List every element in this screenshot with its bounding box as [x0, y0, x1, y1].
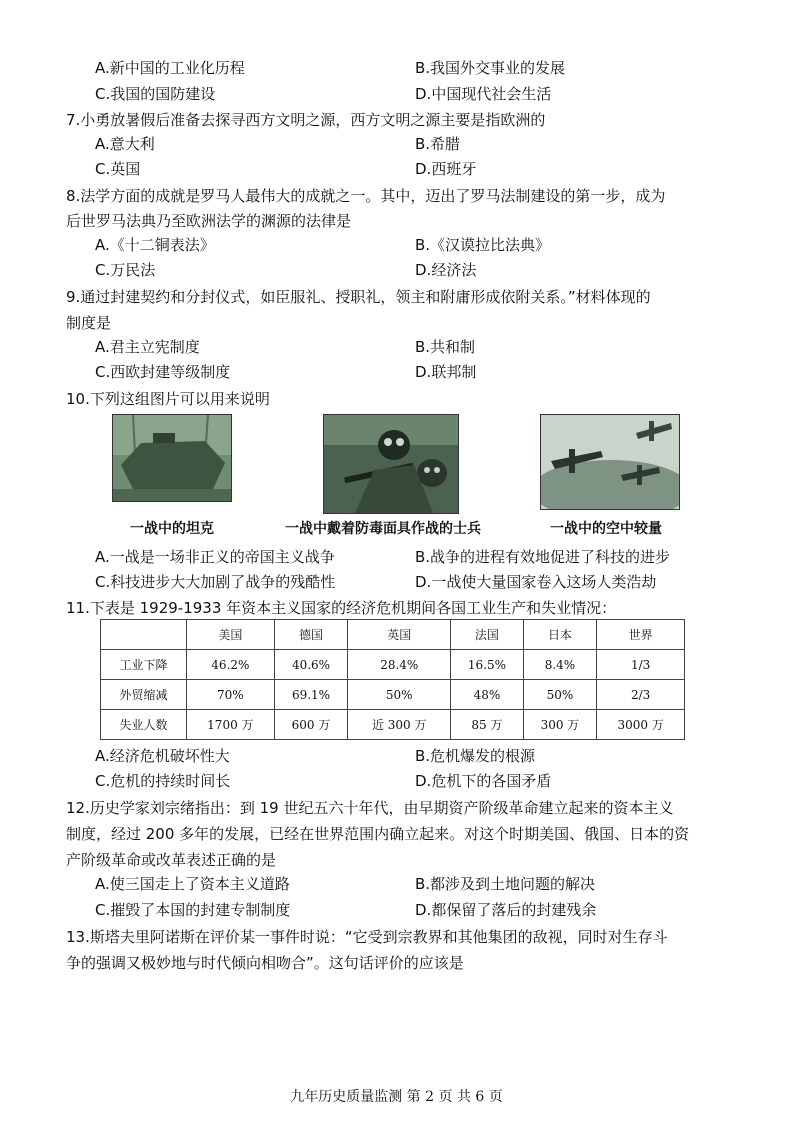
q9-option-c: C.西欧封建等级制度 — [95, 363, 231, 381]
table-cell: 85 万 — [451, 710, 523, 740]
table-cell: 50% — [348, 680, 451, 710]
air-combat-image — [541, 415, 680, 510]
table-header-row — [101, 620, 685, 650]
q13-stem-line1: 13.斯塔夫里阿诺斯在评价某一事件时说：“它受到宗教界和其他集团的敌视，同时对生存斗 — [66, 928, 668, 946]
q11-option-c: C.危机的持续时间长 — [95, 772, 231, 790]
gas-mask-soldiers-image — [324, 415, 459, 514]
table-header-cell: 日本 — [523, 620, 597, 650]
table-cell: 1/3 — [597, 650, 685, 680]
q10-stem: 10.下列这组图片可以用来说明 — [66, 390, 270, 408]
table-cell: 46.2% — [187, 650, 275, 680]
page-footer: 九年历史质量监测 第 2 页 共 6 页 — [290, 1089, 503, 1105]
q6-option-c: C.我国的国防建设 — [95, 85, 216, 103]
q12-option-d: D.都保留了落后的封建残余 — [415, 901, 597, 919]
q11-option-a: A.经济危机破坏性大 — [95, 747, 230, 765]
q11-stem: 11.下表是 1929-1933 年资本主义国家的经济危机期间各国工业生产和失业情况： — [66, 599, 617, 617]
q8-option-c: C.万民法 — [95, 261, 156, 279]
tank-photo — [112, 414, 232, 502]
q9-option-a: A.君主立宪制度 — [95, 338, 200, 356]
table-cell: 近 300 万 — [348, 710, 451, 740]
q8-option-d: D.经济法 — [415, 261, 477, 279]
table-cell: 600 万 — [274, 710, 348, 740]
q10-option-c: C.科技进步大大加剧了战争的残酷性 — [95, 573, 336, 591]
table-header-cell: 英国 — [348, 620, 451, 650]
q10-option-d: D.一战使大量国家卷入这场人类浩劫 — [415, 573, 657, 591]
table-cell: 1700 万 — [187, 710, 275, 740]
table-cell: 40.6% — [274, 650, 348, 680]
table-cell: 失业人数 — [101, 710, 187, 740]
q9-stem-line2: 制度是 — [66, 314, 112, 332]
table-cell: 48% — [451, 680, 523, 710]
q6-option-d: D.中国现代社会生活 — [415, 85, 552, 103]
q10-picture-row — [95, 414, 735, 540]
table-row — [101, 650, 685, 680]
table-cell: 16.5% — [451, 650, 523, 680]
q11-option-b: B.危机爆发的根源 — [415, 747, 536, 765]
table-cell: 70% — [187, 680, 275, 710]
q7-option-b: B.希腊 — [415, 135, 461, 153]
table-row — [101, 680, 685, 710]
q12-option-c: C.摧毁了本国的封建专制制度 — [95, 901, 291, 919]
q6-option-a: A.新中国的工业化历程 — [95, 59, 245, 77]
q9-stem-line1: 9.通过封建契约和分封仪式，如臣服礼、授职礼，领主和附庸形成依附关系。”材料体现的 — [66, 288, 651, 306]
table-header-cell: 德国 — [274, 620, 348, 650]
table-cell: 3000 万 — [597, 710, 685, 740]
q8-option-a: A.《十二铜表法》 — [95, 236, 215, 254]
gas-mask-caption: 一战中戴着防毒面具作战的士兵 — [285, 521, 481, 537]
air-combat-photo — [540, 414, 680, 510]
q8-stem-line2: 后世罗马法典乃至欧洲法学的渊源的法律是 — [66, 212, 352, 230]
table-cell: 2/3 — [597, 680, 685, 710]
gas-mask-soldiers-photo — [323, 414, 459, 514]
q12-option-b: B.都涉及到土地问题的解决 — [415, 875, 596, 893]
table-header-cell: 世界 — [597, 620, 685, 650]
table-header-cell — [101, 620, 187, 650]
q8-stem-line1: 8.法学方面的成就是罗马人最伟大的成就之一。其中，迈出了罗马法制建设的第一步，成为 — [66, 187, 666, 205]
q12-stem-line3: 产阶级革命或改革表述正确的是 — [66, 851, 277, 869]
q11-option-d: D.危机下的各国矛盾 — [415, 772, 552, 790]
q7-option-d: D.西班牙 — [415, 160, 477, 178]
table-cell: 工业下降 — [101, 650, 187, 680]
tank-caption: 一战中的坦克 — [130, 521, 214, 537]
air-combat-caption: 一战中的空中较量 — [550, 521, 662, 537]
q12-stem-line1: 12.历史学家刘宗绪指出：到 19 世纪五六十年代，由早期资产阶级革命建立起来的资本主义 — [66, 799, 674, 817]
q13-stem-line2: 争的强调又极妙地与时代倾向相吻合”。这句话评价的应该是 — [66, 954, 464, 972]
table-header-cell: 美国 — [187, 620, 275, 650]
table-cell: 外贸缩减 — [101, 680, 187, 710]
table-cell: 8.4% — [523, 650, 597, 680]
q6-option-b: B.我国外交事业的发展 — [415, 59, 566, 77]
q12-stem-line2: 制度，经过 200 多年的发展，已经在世界范围内确立起来。对这个时期美国、俄国、日本的资 — [66, 825, 690, 843]
q9-option-b: B.共和制 — [415, 338, 476, 356]
q7-option-a: A.意大利 — [95, 135, 155, 153]
tank-image — [113, 415, 232, 502]
q12-option-a: A.使三国走上了资本主义道路 — [95, 875, 290, 893]
q10-option-a: A.一战是一场非正义的帝国主义战争 — [95, 548, 335, 566]
q8-option-b: B.《汉谟拉比法典》 — [415, 236, 551, 254]
q7-stem: 7.小勇放暑假后准备去探寻西方文明之源，西方文明之源主要是指欧洲的 — [66, 111, 546, 129]
table-cell: 50% — [523, 680, 597, 710]
table-cell: 28.4% — [348, 650, 451, 680]
table-header-cell: 法国 — [451, 620, 523, 650]
table-row — [101, 710, 685, 740]
economic-crisis-table — [100, 619, 685, 740]
q9-option-d: D.联邦制 — [415, 363, 477, 381]
table-cell: 300 万 — [523, 710, 597, 740]
q7-option-c: C.英国 — [95, 160, 141, 178]
table-cell: 69.1% — [274, 680, 348, 710]
q10-option-b: B.战争的进程有效地促进了科技的进步 — [415, 548, 671, 566]
